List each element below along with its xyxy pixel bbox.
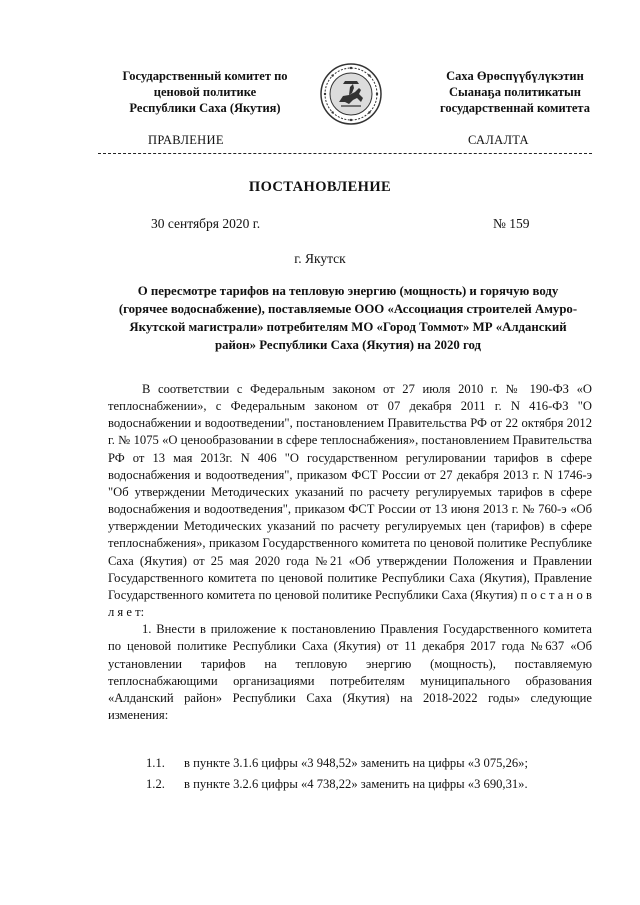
list-item bbox=[146, 777, 528, 792]
body-paragraph: 1. Внести в приложение к постановлению Правления Государственного комитета по ценовой политике Республики Саха (Якутия) от 11 декабря 2017 года №637 «Об установлении тарифов на тепловую энергию (мощность), поставляемую теплоснабжающими организациями потребителям муниципального образования «Алданский район» Республики Саха (Якутия) на 2018-2022 годы» следующие изменения: bbox=[108, 622, 592, 722]
subject-line: О пересмотре тарифов на тепловую энергию (мощность) и горячую воду bbox=[137, 284, 559, 298]
header-right-line: Саха Өрөспүүбүлүкэтин bbox=[446, 69, 584, 83]
document-body bbox=[108, 381, 592, 724]
document-number: № 159 bbox=[493, 216, 530, 231]
subject-line: (горячее водоснабжение), поставляемые ООО «Ассоциация строителей Амуро- bbox=[118, 302, 578, 316]
list-item-number: 1.1. bbox=[146, 756, 165, 770]
body-paragraph: В соответствии с Федеральным законом от 27 июля 2010 г. № 190-ФЗ «О теплоснабжении», с Федеральным законом от 07 декабря 2011 г. N 416-ФЗ "О водоснабжении и водоотведении", постановлением Правительства РФ от 22 октября 2012 г. № 1075 «О ценообразовании в сфере теплоснабжения», постановлением Правительства РФ от 13 мая 2013г. N 406 "О государственном регулировании тарифов в сфере водоснабжения и водоотведения", приказом ФСТ России от 27 декабря 2013 г. N 1746-э "Об утверждении Методических указаний по расчету регулируемых тарифов в сфере водоснабжения и водоотведения", приказом ФСТ России от 13 июня 2013 г. № 760-э «Об утверждении Методических указаний по расчету регулируемых цен (тарифов) в сфере теплоснабжения», приказом Государственного комитета по ценовой политике Республике Саха (Якутия) от 25 мая 2020 года №21 «Об утверждении Положения и Правлении Государственного комитета по ценовой политике Республики Саха (Якутия), Правление Государственного комитета по ценовой политике Республики Саха (Якутия) п о с т а н о в л я е т: bbox=[108, 382, 592, 620]
coat-of-arms-icon bbox=[319, 62, 383, 126]
department-left: ПРАВЛЕНИЕ bbox=[148, 133, 224, 147]
list-item-number: 1.2. bbox=[146, 777, 165, 791]
document-title: ПОСТАНОВЛЕНИЕ bbox=[248, 179, 392, 195]
header-left-line: Государственный комитет по bbox=[122, 69, 288, 83]
subject-line: район» Республики Саха (Якутия) на 2020 год bbox=[215, 338, 481, 352]
subject-line: Якутской магистрали» потребителям МО «Город Томмот» МР «Алданский bbox=[129, 320, 567, 334]
list-item-text: в пункте 3.1.6 цифры «3 948,52» заменить на цифры «3 075,26»; bbox=[184, 756, 528, 770]
header-right-line: государственнай комитета bbox=[440, 101, 590, 115]
department-right: САЛАЛТА bbox=[468, 133, 529, 147]
document-city: г. Якутск bbox=[294, 251, 346, 266]
document-date: 30 сентября 2020 г. bbox=[151, 216, 261, 231]
header-left-line: ценовой политике bbox=[153, 85, 257, 99]
list-item-text: в пункте 3.2.6 цифры «4 738,22» заменить на цифры «3 690,31». bbox=[184, 777, 528, 791]
header-divider bbox=[98, 153, 592, 154]
header-left-line: Республики Саха (Якутия) bbox=[129, 101, 281, 115]
list-item bbox=[146, 756, 528, 771]
document-subject bbox=[108, 282, 588, 354]
header-left-org bbox=[100, 68, 310, 116]
header-right-line: Сыанаҕа политикатын bbox=[449, 85, 581, 99]
header-right-org bbox=[400, 68, 630, 116]
